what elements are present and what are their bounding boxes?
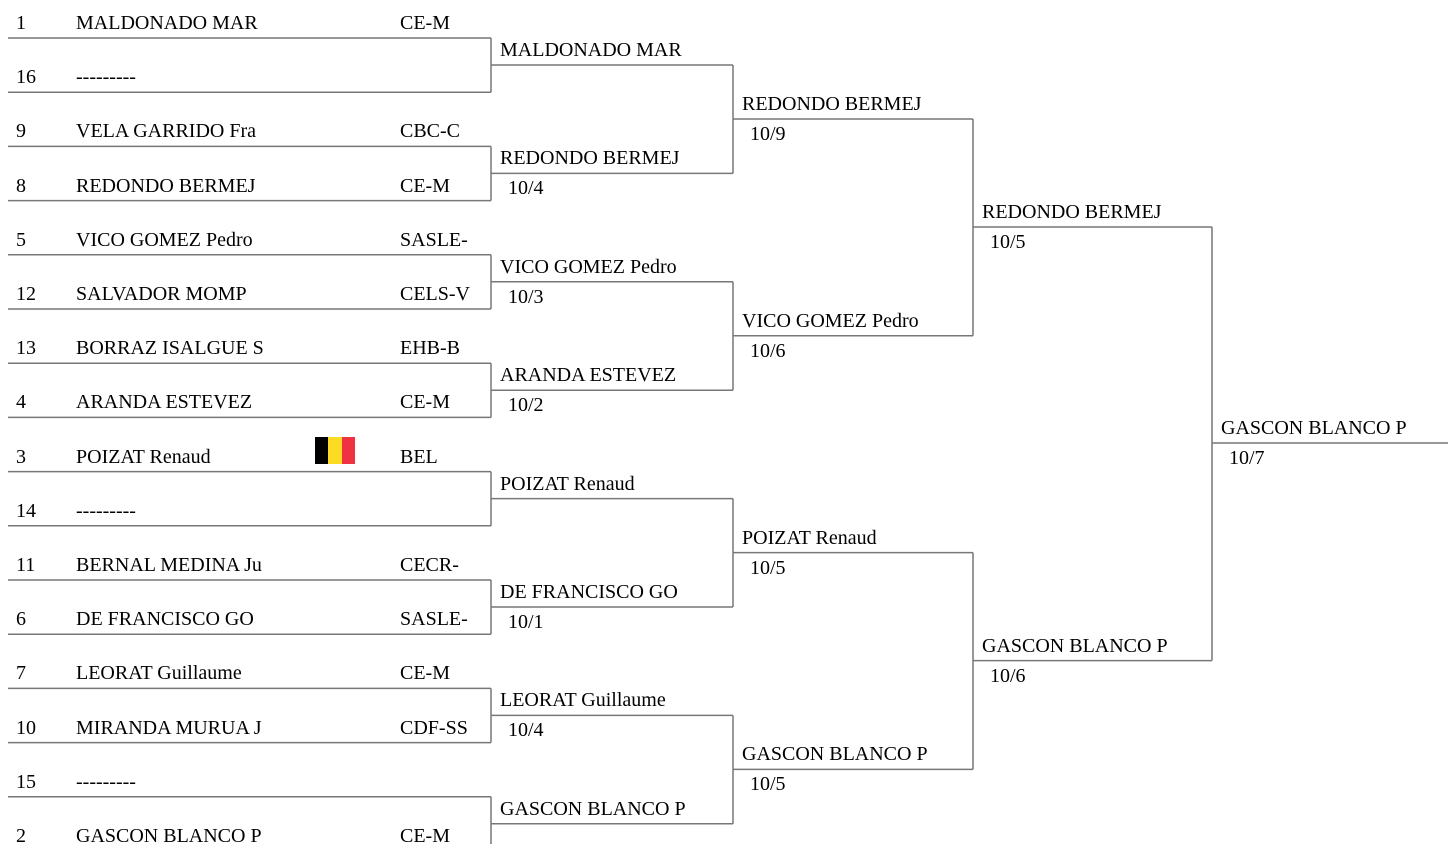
r1-club: BEL — [400, 445, 438, 468]
r3-winner-name: POIZAT Renaud — [742, 526, 877, 549]
r1-player-name: DE FRANCISCO GO — [76, 608, 254, 631]
r1-club: CBC-C — [400, 120, 461, 143]
r4-winner-name: REDONDO BERMEJ — [982, 201, 1162, 223]
r1-seed: 5 — [16, 228, 26, 251]
r2-winner-name: GASCON BLANCO P — [500, 797, 686, 820]
r1-player-name: MALDONADO MAR — [76, 12, 258, 34]
r1-seed: 6 — [16, 608, 26, 631]
r1-club: CE-M — [400, 662, 450, 685]
r3-score: 10/5 — [750, 556, 786, 579]
r1-seed: 9 — [16, 120, 26, 143]
r2-score: 10/4 — [508, 177, 544, 200]
r1-player-name: BERNAL MEDINA Ju — [76, 554, 262, 576]
r1-seed: 4 — [16, 391, 26, 414]
champion-name: GASCON BLANCO P — [1221, 417, 1407, 439]
r1-club: SASLE- — [400, 608, 468, 631]
r1-player-name: REDONDO BERMEJ — [76, 174, 256, 197]
r3-winner-name: REDONDO BERMEJ — [742, 93, 922, 115]
r4-winner-name: GASCON BLANCO P — [982, 634, 1168, 657]
r1-seed: 11 — [16, 554, 36, 576]
r1-seed: 3 — [16, 445, 26, 468]
r1-seed: 12 — [16, 283, 36, 305]
r1-player-name: VELA GARRIDO Fra — [76, 120, 256, 143]
r1-club: CECR- — [400, 554, 459, 576]
r1-player-name: VICO GOMEZ Pedro — [76, 228, 253, 251]
r1-club: CE-M — [400, 391, 450, 414]
r1-player-name: BORRAZ ISALGUE S — [76, 337, 264, 360]
r1-club: CELS-V — [400, 283, 470, 305]
r1-player-name: GASCON BLANCO P — [76, 825, 262, 847]
r1-player-name: ARANDA ESTEVEZ — [76, 391, 253, 414]
r2-winner-name: POIZAT Renaud — [500, 472, 635, 495]
r3-winner-name: VICO GOMEZ Pedro — [742, 309, 919, 332]
r1-seed: 10 — [16, 716, 36, 739]
r1-club: CE-M — [400, 825, 450, 847]
r1-seed: 14 — [16, 499, 36, 522]
r1-club: EHB-B — [400, 337, 460, 360]
r1-seed: 7 — [16, 662, 26, 685]
r2-score: 10/1 — [508, 611, 544, 633]
r1-player-name: POIZAT Renaud — [76, 445, 211, 468]
r1-club: CE-M — [400, 12, 450, 34]
r4-score: 10/6 — [990, 664, 1026, 687]
r1-club: SASLE- — [400, 228, 468, 251]
r3-score: 10/5 — [750, 773, 786, 796]
r1-player-name: LEORAT Guillaume — [76, 662, 242, 685]
r4-score: 10/5 — [990, 231, 1026, 253]
r3-score: 10/9 — [750, 123, 786, 145]
r3-winner-name: GASCON BLANCO P — [742, 743, 928, 766]
r1-seed: 15 — [16, 770, 36, 793]
r1-seed: 13 — [16, 337, 36, 360]
r2-winner-name: LEORAT Guillaume — [500, 689, 666, 712]
r1-player-name: --------- — [76, 499, 136, 522]
r2-score: 10/2 — [508, 394, 544, 417]
r1-seed: 16 — [16, 66, 36, 89]
r1-player-name: SALVADOR MOMP — [76, 283, 247, 305]
final-score: 10/7 — [1229, 447, 1265, 469]
r1-seed: 2 — [16, 825, 26, 847]
r2-winner-name: VICO GOMEZ Pedro — [500, 255, 677, 278]
r2-score: 10/4 — [508, 719, 544, 742]
r1-player-name: --------- — [76, 66, 136, 89]
r2-score: 10/3 — [508, 285, 544, 308]
r1-player-name: MIRANDA MURUA J — [76, 716, 262, 739]
r1-seed: 8 — [16, 174, 26, 197]
r3-score: 10/6 — [750, 339, 786, 362]
r2-winner-name: ARANDA ESTEVEZ — [500, 364, 677, 387]
r2-winner-name: DE FRANCISCO GO — [500, 581, 678, 603]
r1-club: CDF-SS — [400, 716, 468, 739]
r1-seed: 1 — [16, 12, 26, 34]
r1-club: CE-M — [400, 174, 450, 197]
r2-winner-name: REDONDO BERMEJ — [500, 147, 680, 170]
r2-winner-name: MALDONADO MAR — [500, 39, 682, 61]
r1-player-name: --------- — [76, 770, 136, 793]
belgium-flag-icon — [315, 437, 355, 464]
